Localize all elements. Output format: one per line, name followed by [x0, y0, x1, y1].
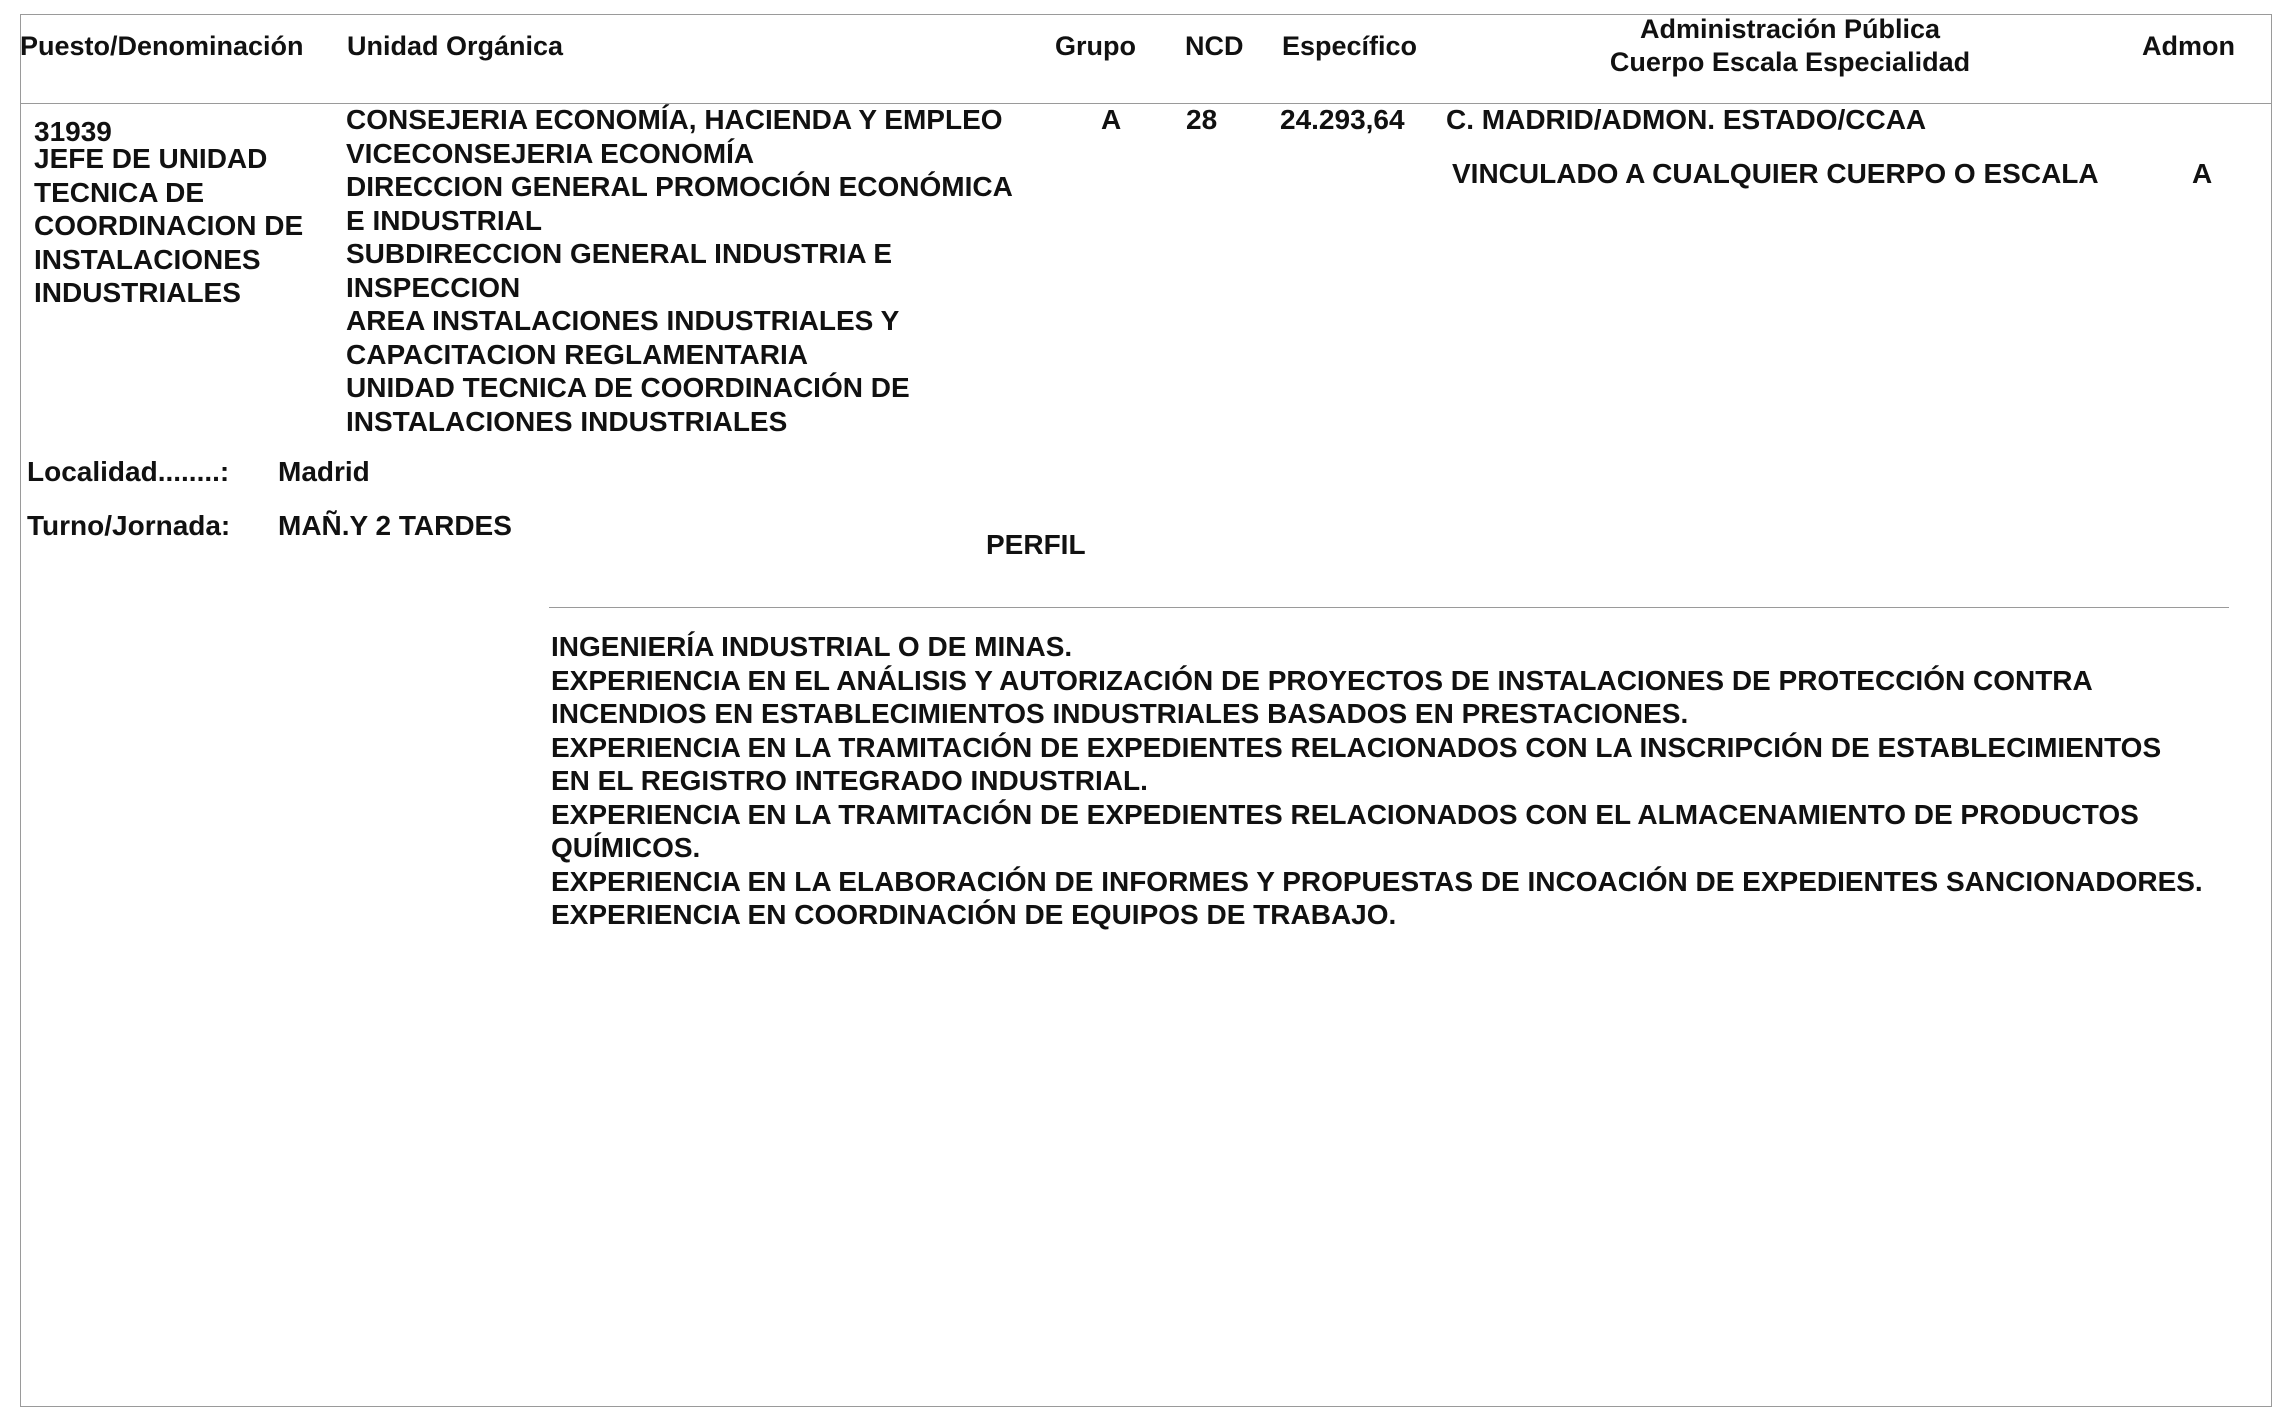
position-title-line: INDUSTRIALES [34, 277, 241, 308]
localidad-label: Localidad........: [27, 456, 230, 487]
position-title-line: INSTALACIONES [34, 243, 261, 275]
administracion-value: C. MADRID/ADMON. ESTADO/CCAA [1446, 104, 1927, 135]
position-title-line: TECNICA DE [34, 176, 205, 208]
position-title-line: COORDINACION DE [34, 210, 304, 241]
perfil-line: EXPERIENCIA EN LA TRAMITACIÓN DE EXPEDIENTES RELACIONADOS CON LA INSCRIPCIÓN DE ESTABLECIMIENTOS [551, 731, 2162, 763]
perfil-line: EXPERIENCIA EN EL ANÁLISIS Y AUTORIZACIÓN DE PROYECTOS DE INSTALACIONES DE PROTECCIÓN CONTRA [551, 664, 2093, 696]
org-unit-line: VICECONSEJERIA ECONOMÍA [346, 137, 755, 169]
perfil-requirements [551, 630, 2203, 932]
header-admon: Admon [2142, 31, 2235, 61]
position-title-line: JEFE DE UNIDAD [34, 143, 268, 174]
perfil-title: PERFIL [986, 529, 1086, 560]
header-unidad: Unidad Orgánica [347, 31, 564, 61]
perfil-line: EXPERIENCIA EN LA TRAMITACIÓN DE EXPEDIENTES RELACIONADOS CON EL ALMACENAMIENTO DE PRODUCTOS [551, 798, 2139, 830]
position-code: 31939 [34, 116, 112, 147]
org-unit-line: DIRECCION GENERAL PROMOCIÓN ECONÓMICA [346, 171, 1013, 202]
turno-value: MAÑ.Y 2 TARDES [278, 510, 512, 541]
header-ncd: NCD [1185, 31, 1244, 61]
header-admin-line2: Cuerpo Escala Especialidad [1609, 47, 1971, 77]
grupo-value: A [1101, 104, 1122, 135]
org-unit-line: AREA INSTALACIONES INDUSTRIALES Y [346, 305, 900, 336]
perfil-line: EXPERIENCIA EN COORDINACIÓN DE EQUIPOS DE TRABAJO. [551, 899, 1397, 930]
header-especifico: Específico [1282, 31, 1418, 61]
perfil-line: EN EL REGISTRO INTEGRADO INDUSTRIAL. [551, 765, 1148, 796]
especifico-value: 24.293,64 [1280, 104, 1405, 135]
turno-label: Turno/Jornada: [27, 510, 231, 541]
org-unit-line: INSPECCION [346, 271, 521, 303]
cuerpo-value: VINCULADO A CUALQUIER CUERPO O ESCALA [1452, 158, 2099, 189]
admon-value: A [2192, 158, 2213, 189]
perfil-line: INCENDIOS EN ESTABLECIMIENTOS INDUSTRIALES BASADOS EN PRESTACIONES. [551, 698, 1689, 729]
header-admin-line1: Administración Pública [1639, 14, 1941, 44]
org-unit-line: INSTALACIONES INDUSTRIALES [346, 405, 788, 437]
perfil-divider [549, 607, 2229, 608]
header-grupo: Grupo [1055, 31, 1136, 61]
perfil-line: INGENIERÍA INDUSTRIAL O DE MINAS. [551, 631, 1073, 662]
perfil-line: QUÍMICOS. [551, 832, 701, 863]
ncd-value: 28 [1186, 104, 1218, 135]
perfil-line: EXPERIENCIA EN LA ELABORACIÓN DE INFORMES Y PROPUESTAS DE INCOACIÓN DE EXPEDIENTES SANCIONADORES. [551, 865, 2203, 897]
org-unit-line: E INDUSTRIAL [346, 204, 542, 236]
org-unit-line: UNIDAD TECNICA DE COORDINACIÓN DE [346, 372, 910, 403]
localidad-value: Madrid [278, 456, 370, 487]
org-unit-line: CAPACITACION REGLAMENTARIA [346, 338, 808, 370]
header-puesto: Puesto/Denominación [20, 31, 304, 61]
org-unit-line: CONSEJERIA ECONOMÍA, HACIENDA Y EMPLEO [346, 104, 1003, 135]
org-unit-line: SUBDIRECCION GENERAL INDUSTRIA E [346, 238, 893, 269]
